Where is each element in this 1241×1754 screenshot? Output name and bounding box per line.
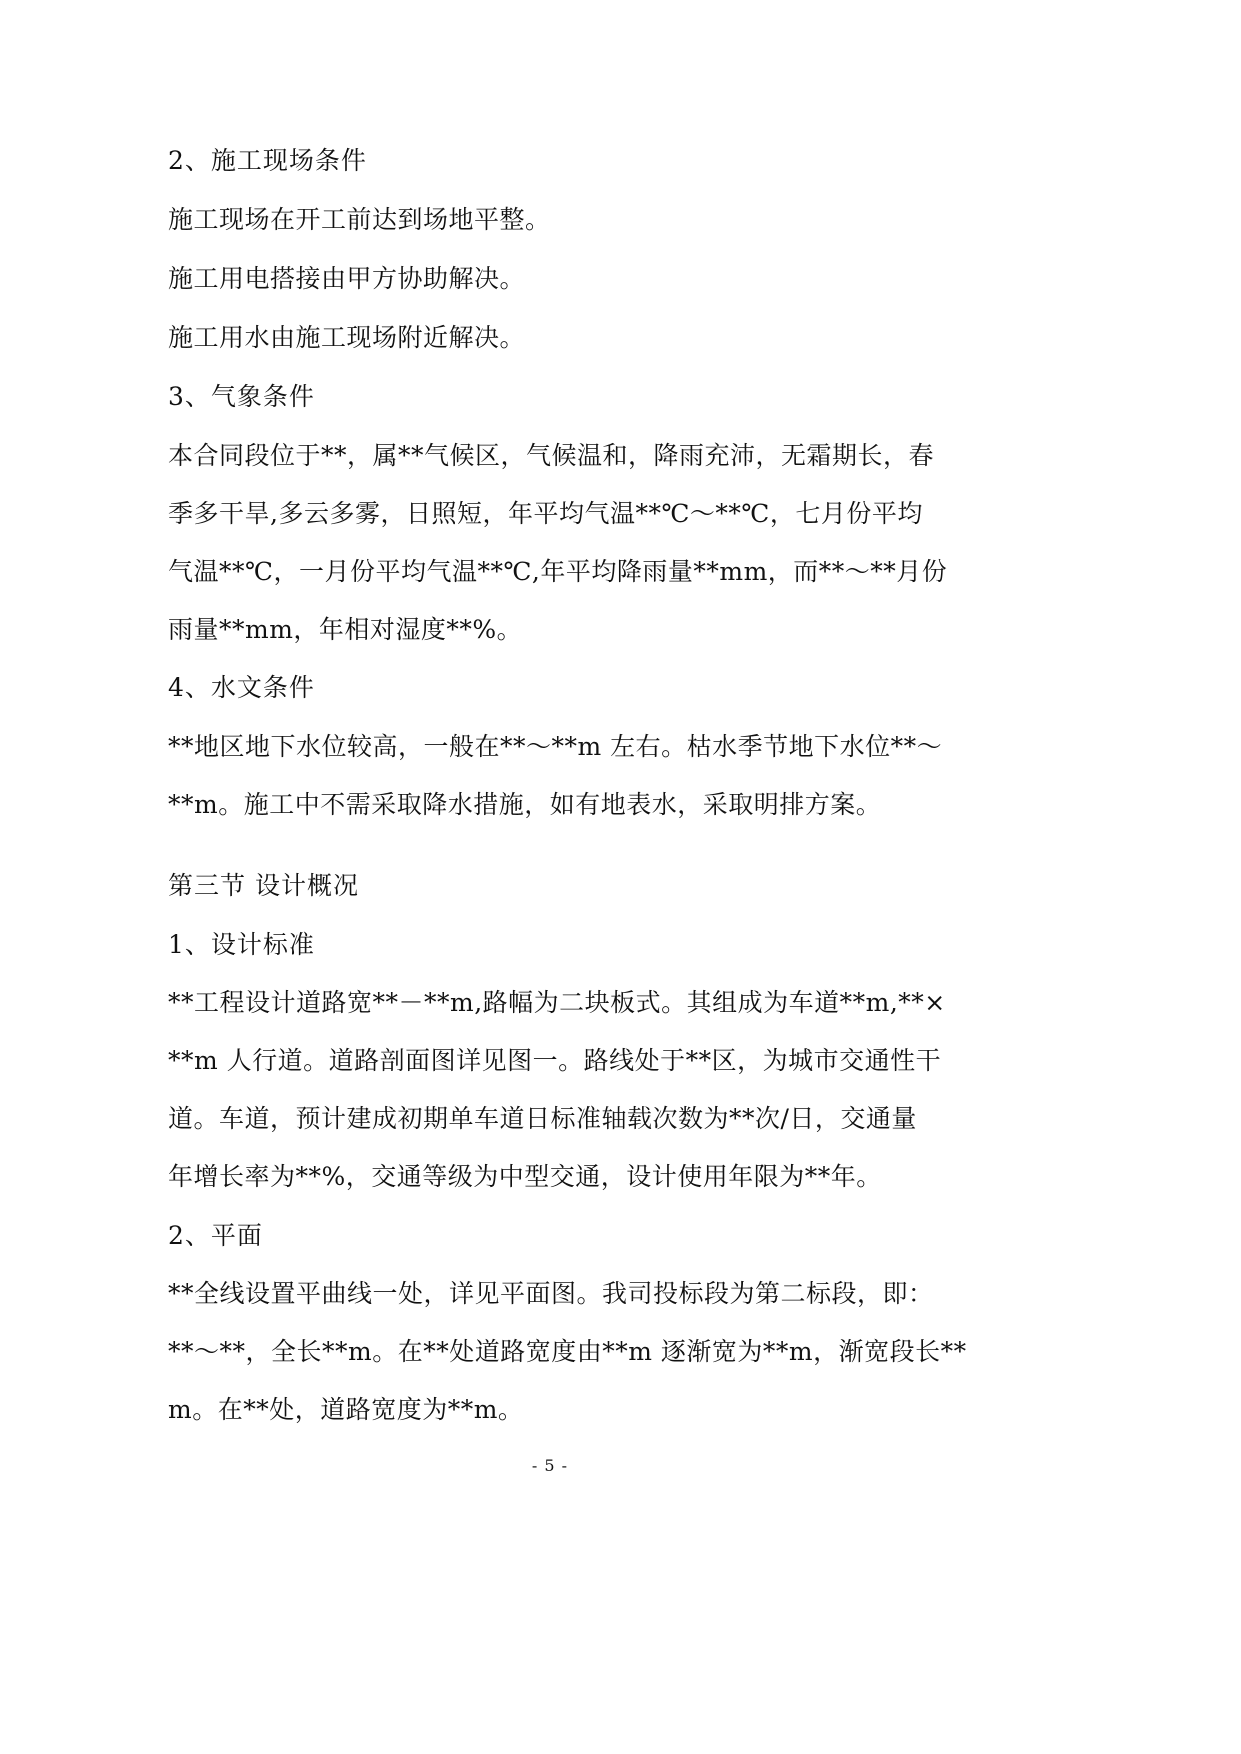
heading-plan: 2、平面 bbox=[168, 1221, 263, 1250]
paragraph-weather-line-2: 季多干旱,多云多雾，日照短，年平均气温**℃～**℃，七月份平均 bbox=[168, 499, 923, 528]
paragraph-plan-line-3: m。在**处，道路宽度为**m。 bbox=[168, 1395, 524, 1424]
page-number: - 5 - bbox=[531, 1456, 569, 1475]
paragraph-site-water: 施工用水由施工现场附近解决。 bbox=[168, 323, 526, 352]
heading-design-overview: 第三节 设计概况 bbox=[168, 871, 359, 900]
heading-site-conditions: 2、施工现场条件 bbox=[168, 146, 367, 175]
paragraph-weather-line-4: 雨量**mm，年相对湿度**%。 bbox=[168, 615, 523, 644]
heading-design-standard: 1、设计标准 bbox=[168, 930, 315, 959]
paragraph-hydrology-line-2: **m。施工中不需采取降水措施，如有地表水，采取明排方案。 bbox=[168, 790, 882, 819]
paragraph-weather-line-1: 本合同段位于**，属**气候区，气候温和，降雨充沛，无霜期长，春 bbox=[168, 441, 935, 470]
paragraph-plan-line-1: **全线设置平曲线一处，详见平面图。我司投标段为第二标段，即： bbox=[168, 1279, 934, 1308]
paragraph-weather-line-3: 气温**℃，一月份平均气温**℃,年平均降雨量**mm，而**～**月份 bbox=[168, 557, 948, 586]
paragraph-design-standard-line-3: 道。车道，预计建成初期单车道日标准轴载次数为**次/日，交通量 bbox=[168, 1104, 917, 1133]
paragraph-site-power: 施工用电搭接由甲方协助解决。 bbox=[168, 264, 526, 293]
paragraph-site-leveling: 施工现场在开工前达到场地平整。 bbox=[168, 205, 551, 234]
paragraph-hydrology-line-1: **地区地下水位较高，一般在**～**m 左右。枯水季节地下水位**～ bbox=[168, 732, 943, 761]
heading-hydrology-conditions: 4、水文条件 bbox=[168, 673, 315, 702]
paragraph-design-standard-line-2: **m 人行道。道路剖面图详见图一。路线处于**区，为城市交通性干 bbox=[168, 1046, 942, 1075]
paragraph-design-standard-line-1: **工程设计道路宽**－**m,路幅为二块板式。其组成为车道**m,**× bbox=[168, 988, 946, 1017]
heading-weather-conditions: 3、气象条件 bbox=[168, 382, 315, 411]
paragraph-design-standard-line-4: 年增长率为**%，交通等级为中型交通，设计使用年限为**年。 bbox=[168, 1162, 882, 1191]
paragraph-plan-line-2: **～**，全长**m。在**处道路宽度由**m 逐渐宽为**m，渐宽段长** bbox=[168, 1337, 967, 1366]
